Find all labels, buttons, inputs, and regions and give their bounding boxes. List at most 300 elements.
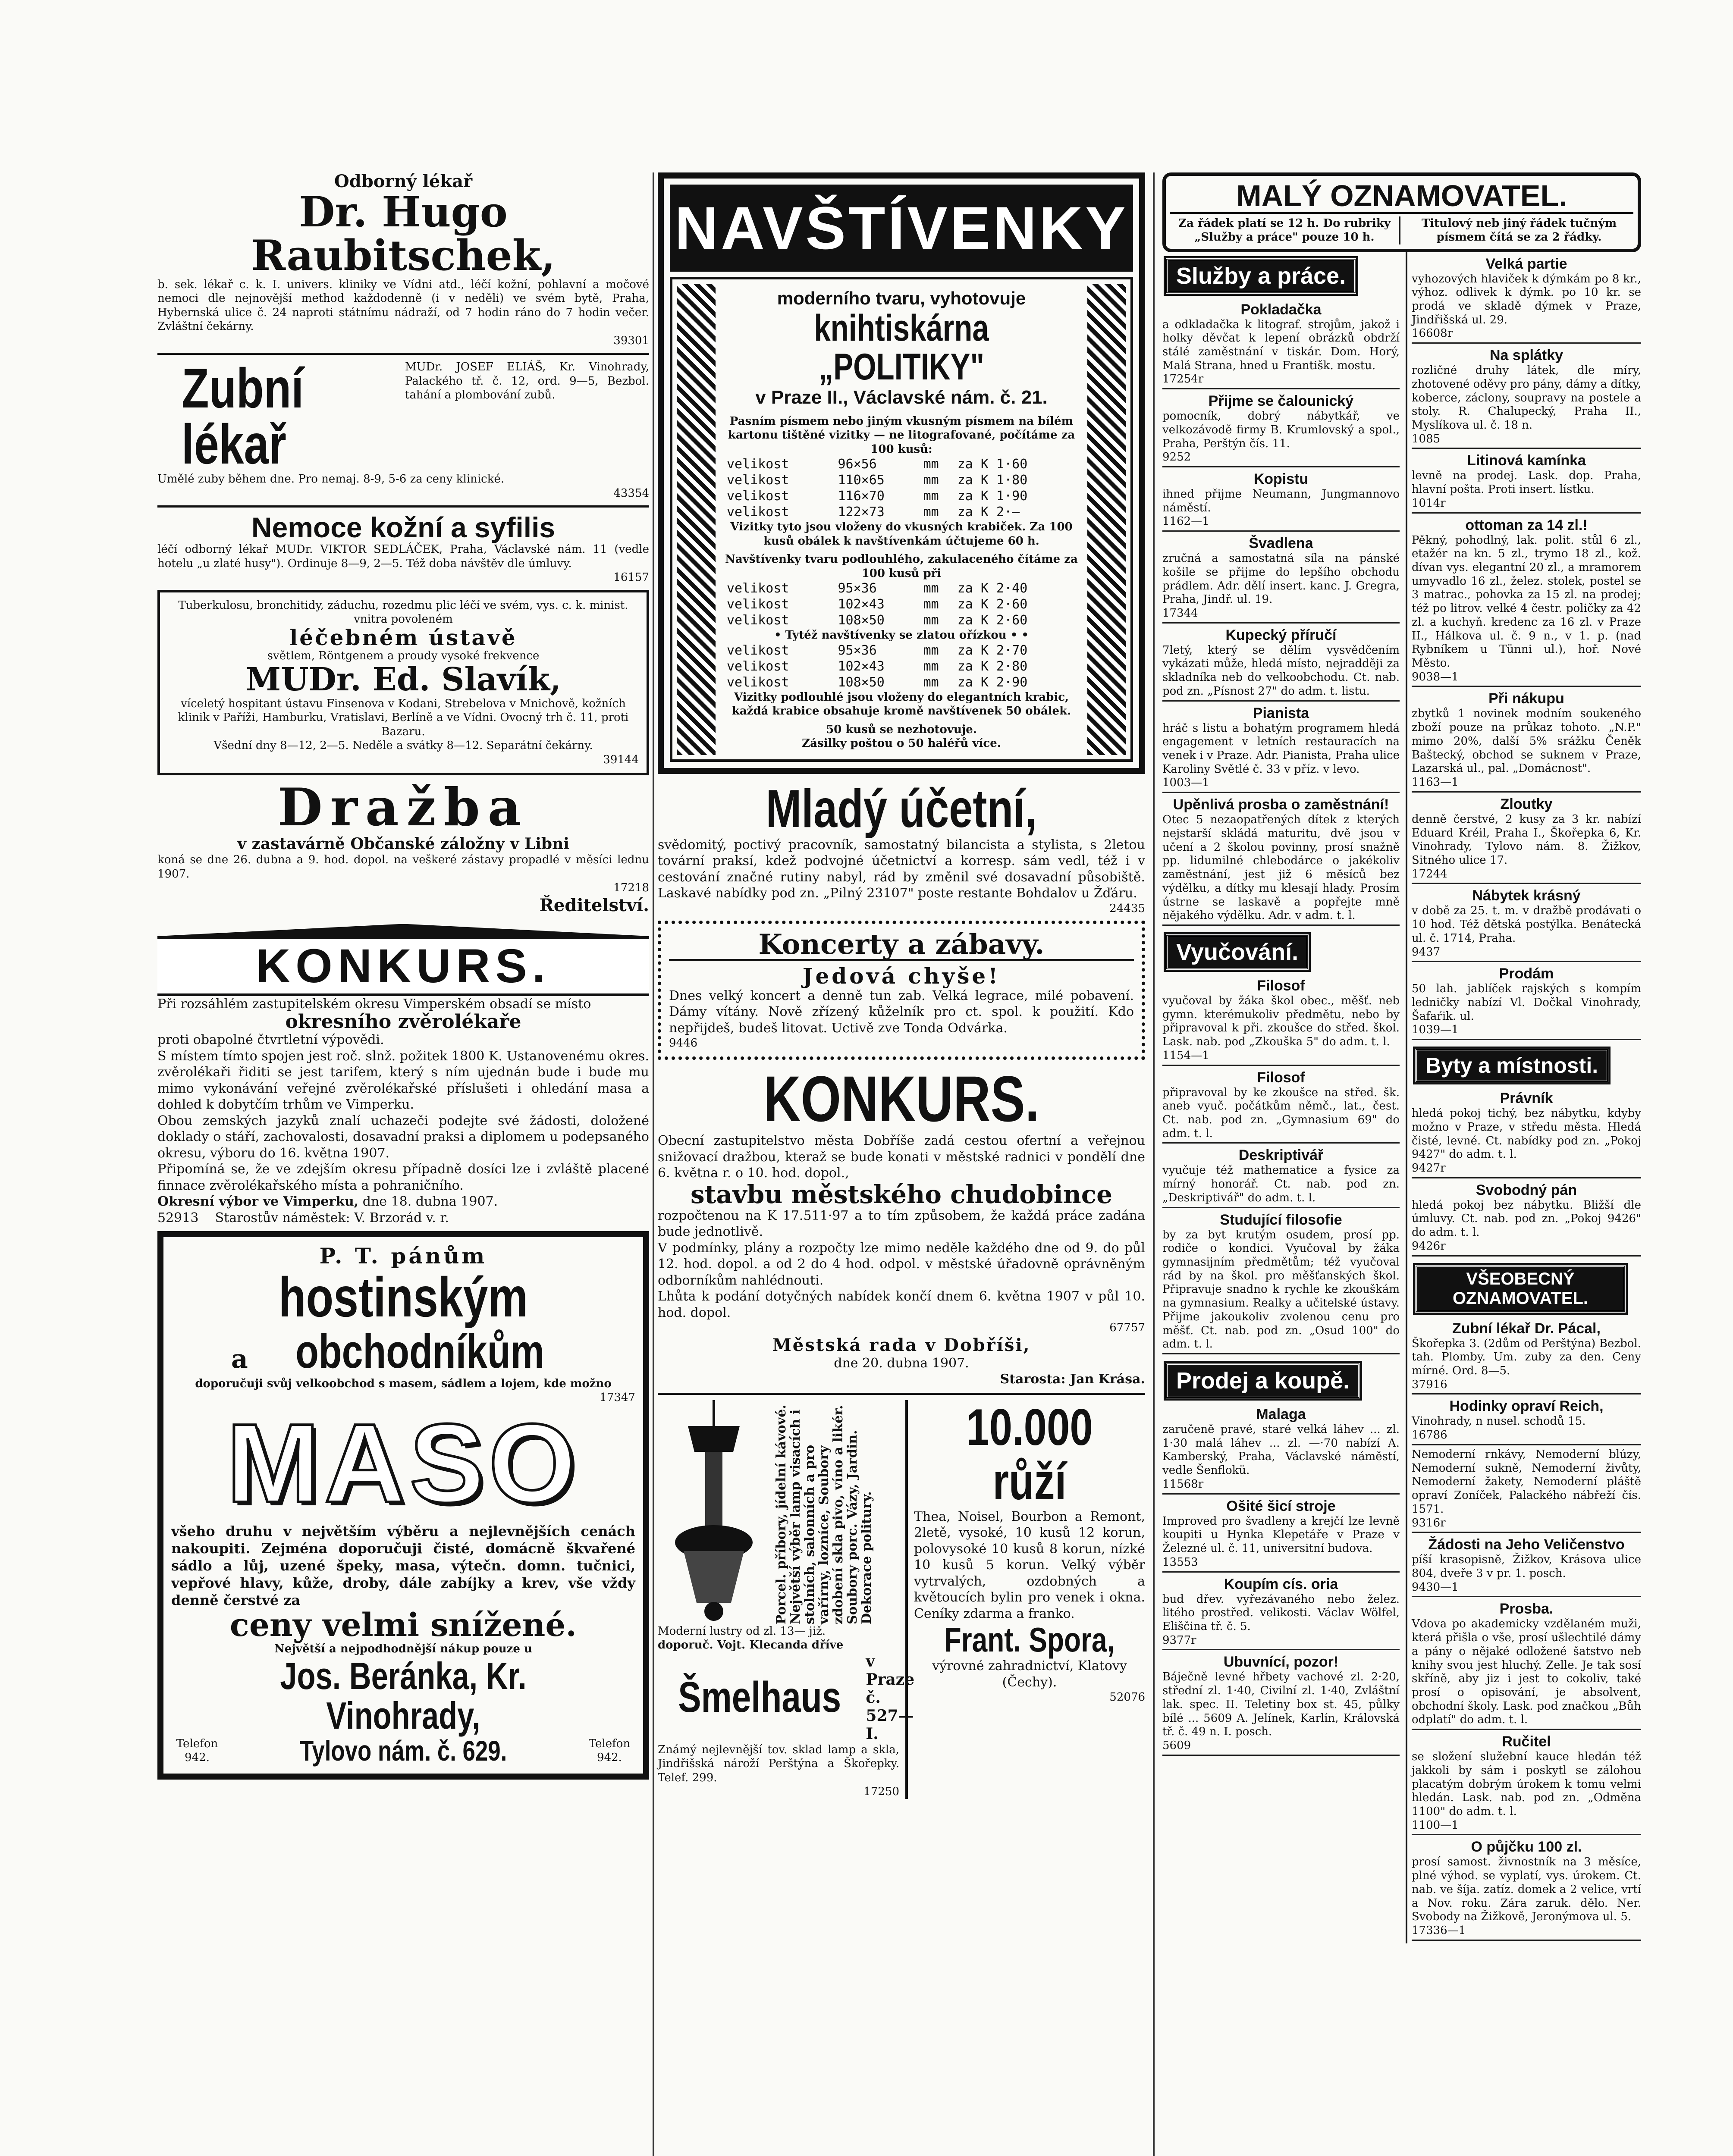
classified-ad-code: 37916 xyxy=(1412,1378,1447,1391)
ads-list-misc xyxy=(1412,256,1641,1040)
ad-bottom-row xyxy=(171,1736,635,1766)
ad-ucetni xyxy=(658,781,1145,916)
classified-ad-text: bud dřev. vyřezávaného nebo želez. litého prostřed. velikosti. Václav Wölfel, Eliščina tř. č. 5. xyxy=(1162,1592,1400,1633)
divider xyxy=(658,1393,1145,1395)
classified-ad-title: Ručitel xyxy=(1502,1733,1551,1750)
classified-ad-code: 1163—1 xyxy=(1412,776,1459,789)
ad-line2-a: a xyxy=(231,1344,248,1375)
ad-line2-wrap xyxy=(171,1326,635,1377)
ad-text: koná se dne 26. dubna a 9. hod. dopol. na veškeré zástavy propadlé v měsíci lednu 1907. xyxy=(157,853,649,881)
ad-text: víceletý hospitant ústavu Finsenova v Kodani, Strebelova v Mnichově, kožních klinik v Paříži, Hamburku, Vratislavi, Berlíně a ve Vídni. Ovocný trh č. 11, proti Bazaru. xyxy=(178,697,629,738)
ad-p2: rozpočtenou na K 17.511·97 a to tím způsobem, že každá práce zadána bude jednotlivě. xyxy=(658,1208,1145,1240)
ad-sign: Městská rada v Dobříši, xyxy=(772,1335,1031,1355)
price-cell-unit: mm xyxy=(923,457,939,472)
classified-ad-title: Filosof xyxy=(1257,1069,1305,1086)
classified-ad xyxy=(1412,256,1641,344)
classified-ad xyxy=(1412,1733,1641,1835)
classified-ad xyxy=(1162,535,1400,624)
classified-ad xyxy=(1162,1498,1400,1573)
classified-ad-title: Přijme se čalounický xyxy=(1208,393,1354,410)
price-cell-size: 116×70 xyxy=(838,489,885,504)
ad-methods: světlem, Röntgenem a proudy vysoké frekvence xyxy=(267,649,540,663)
classified-ad-title: Na splátky xyxy=(1489,347,1563,364)
ad-tel-left: Telefon 942. xyxy=(176,1737,218,1764)
header-notes xyxy=(1170,212,1633,244)
classified-ad-text: Pěkný, pohodlný, lak. polit. stůl 6 zl., etažér na kn. 5 zl., trymo 18 zl., kož. dívan vys. elegantní 20 zl., a mramorem umyvadlo 16 zl., želez. stolek, postel se 3 matrac., pohovka za 15 zl. na prodej; též po litrov. velké 4 čestr. poličky za 42 zl. a kuchyň. kredenc za 16 zl. v Praze II., Hálkova ul. č. 9 n., v 1. p. (nad Rybníkem u Tünni ul.), hoř. Nové Město. xyxy=(1412,533,1641,670)
ad-p4: Lhůta k podání dotyčných nabídek končí dnem 6. května 1907 v půl 10. hod. dopol. xyxy=(658,1289,1145,1320)
price-row xyxy=(724,488,1079,504)
price-cell-label: velikost xyxy=(727,613,789,628)
ad-drazba xyxy=(157,777,649,915)
classified-ad-code: 17254r xyxy=(1162,373,1204,386)
ad-maso xyxy=(157,1231,649,1780)
classified-ad-text: vyučuje též mathematice a fysice za mírný honorář. Ct. nab. pod zn. „Deskriptivář" do adm. t. l. xyxy=(1162,1164,1400,1204)
classified-ad-text: Nemoderní rnkávy, Nemoderní blúzy, Nemoderní sukně, Nemoderní živůty, Nemoderní žakety, Nemoderní pláště opraví Zoníček, Palackého nábřeží čís. 1571. xyxy=(1412,1448,1641,1516)
ad-nemoce xyxy=(157,513,649,585)
ad-kicker: Odborný lékař xyxy=(334,171,473,191)
price-cell-unit: mm xyxy=(923,597,939,612)
ad-text: Thea, Noisel, Bourbon a Remont, 2letě, vysoké, 10 kusů 12 korun, polovysoké 10 kusů 8 korun, nízké 10 kusů 5 korun. Velký výběr vytrvalých, ozdobných a květoucích bylin pro venek i okna. Ceníky zdarma a franko. xyxy=(914,1509,1145,1621)
ad-title: Koncerty a zábavy. xyxy=(669,930,1134,961)
ad-prices: ceny velmi snížené. xyxy=(229,1606,577,1644)
classified-ad-code: 9252 xyxy=(1162,451,1191,464)
ad-text: Umělé zuby během dne. Pro nemaj. 8-9, 5-6 za ceny klinické. xyxy=(157,473,505,486)
price-row xyxy=(724,580,1079,596)
classified-ad-title: Právník xyxy=(1500,1090,1553,1107)
classified-ad-text: pomocník, dobrý nábytkář, ve velkozávodě firmy B. Krumlovský a spol., Praha, Perštýn čís. 11. xyxy=(1162,410,1400,450)
classified-ad-code: 9377r xyxy=(1162,1633,1196,1647)
ad-ruze xyxy=(905,1400,1145,1799)
ads-list-byty xyxy=(1412,1090,1641,1256)
ad-code: 52076 xyxy=(1109,1691,1145,1704)
ad-doctor-name: MUDr. Ed. Slavík, xyxy=(245,661,561,698)
price-cell-size: 95×36 xyxy=(838,642,877,658)
ad-code: 43354 xyxy=(613,486,649,500)
classified-ad-code: 9430—1 xyxy=(1412,1580,1459,1594)
classified-ad xyxy=(1162,1406,1400,1495)
classified-ad-title: Prodám xyxy=(1499,965,1554,982)
ad-p3: V podmínky, plány a rozpočty lze mimo neděle každého dne od 9. do půl 12. hod. dopol. a od 2 do 4 hod. odpol. v městské úřadovně oprávněným odborníkům nahlédnouti. xyxy=(658,1240,1145,1288)
ad-code: 9446 xyxy=(669,1037,698,1050)
price-cell-label: velikost xyxy=(727,473,789,488)
classified-ad xyxy=(1162,1576,1400,1651)
section-badge-prodej: Prodej a koupě. xyxy=(1166,1363,1360,1398)
classified-ad-text: zručná a samostatná síla na pánské košile se přijme do lepšího obchodu prádlem. Adr. dělí insert. kanc. J. Gregra, Praha, Jindř. ul. 19. xyxy=(1162,552,1400,606)
ad-hours: Všední dny 8—12, 2—5. Neděle a svátky 8—12. Separátní čekárny. xyxy=(213,739,593,752)
classified-ad-text: by za byt krutým osudem, prosí pp. rodiče o kondici. Vyučoval by žáka gymnasijním předmětům; též vyučoval rád by na škol. pro měšťanských škol. Připravuje snadno k rychle ke zkouškám na gymnasium. Realky a učitelské ústavy. Přijme jakoukoliv zvolenou cenu pro měšť. Ct. nab. pod zn. „Osud 100" do adm. t. l. xyxy=(1162,1228,1400,1351)
price-row xyxy=(724,658,1079,674)
ad-code: 52913 xyxy=(157,1210,199,1225)
ad-position: okresního zvěrolékaře xyxy=(285,1011,521,1033)
price-row xyxy=(724,596,1079,612)
ad-p1: Pasním písmem nebo jiným vkusným písmem na bílém kartonu tištěné vizitky — ne litografované, počítáme za 100 kusů: xyxy=(728,414,1075,456)
ad-pt: P. T. pánům xyxy=(319,1243,487,1269)
price-table-3 xyxy=(724,642,1079,690)
classified-ad xyxy=(1162,796,1400,926)
ad-p1: doporučuji svůj velkoobchod s masem, sádlem a lojem, kde možno xyxy=(195,1377,612,1390)
ad-addr: v Praze č. 527—I. xyxy=(866,1652,915,1743)
classified-ad-code: 11568r xyxy=(1162,1477,1204,1491)
classified-ad xyxy=(1162,471,1400,532)
ad-subtitle: léčebném ústavě xyxy=(289,624,517,650)
ad-konkurs-vimperk xyxy=(157,924,649,1226)
classified-ad xyxy=(1162,1147,1400,1208)
ad-p4: Obou zemských jazyků znalí uchazeči podejte své žádosti, doložené doklady o stáří, zachovalosti, dosavadní praksi a diplomem u podepsaného okresu, výboru do 16. května 1907. xyxy=(157,1113,649,1161)
ad-title: KONKURS. xyxy=(157,936,649,996)
classified-ad-code: 9437 xyxy=(1412,945,1441,959)
ad-side-text: MUDr. JOSEF ELIÁŠ, Kr. Vinohrady, Palackého tř. č. 12, ord. 9—5, Bezbol. tahání a plombování zubů. xyxy=(405,360,649,402)
ad-text: b. sek. lékař c. k. I. univers. kliniky ve Vídni atd., léčí kožní, pohlavní a močové nemoci dle nejnovější method každodenně (i v neděli) ve svém bytě, Praha, Hybernská ulice č. 24 naproti státnímu nádraží, od 7 hodin ráno do 7 hodin večer. Zvláštní čekárny. xyxy=(157,278,649,333)
ad-p1: Obecní zastupitelstvo města Dobříše zadá cestou ofertní a veřejnou snižovací dražbou, kteraž se bude konati v městské radnici v pondělí dne 6. května r. o 10. hod. dopol., xyxy=(658,1133,1145,1181)
classified-ad-title: Prosba. xyxy=(1499,1601,1554,1617)
ad-p6: 50 kusů se nezhotovuje. xyxy=(826,723,977,736)
price-cell-unit: mm xyxy=(923,613,939,628)
ad-sign-2: Starostův náměstek: V. Brzorád v. r. xyxy=(215,1210,449,1225)
section-badge-vseob: VŠEOBECNÝ OZNAMOVATEL. xyxy=(1415,1265,1626,1313)
ornament-top xyxy=(157,924,649,936)
classified-ad-title: Velká partie xyxy=(1485,255,1567,272)
price-cell-label: velikost xyxy=(727,597,789,612)
classified-ad-text: a odkladačka k litograf. strojům, jakož i holky děvčat k lepení obrázků obdrží stálé zaměstnání v tiskár. Dom. Horý, Malá Strana, hned u Františk. mostu. xyxy=(1162,318,1400,372)
classified-ad xyxy=(1412,452,1641,513)
ad-code: 17218 xyxy=(613,881,649,895)
column-right xyxy=(1162,172,1641,1943)
ad-p5: Vizitky podlouhlé jsou vloženy do elegantních krabic, každá krabice obsahuje kromě navštívenek 50 obálek. xyxy=(732,690,1071,718)
price-cell-size: 95×36 xyxy=(838,581,877,596)
classified-ad-text: Improved pro švadleny a krejčí lze levně koupiti u Hynka Klepetáře v Praze v Železné ul. č. 11, universitní budova. xyxy=(1162,1514,1400,1555)
price-row xyxy=(724,642,1079,658)
price-cell-price: za K 2·60 xyxy=(957,597,1028,612)
price-cell-size: 96×56 xyxy=(838,457,877,472)
price-cell-size: 122×73 xyxy=(838,505,885,520)
ad-sign-line xyxy=(157,1194,649,1210)
ad-firm: knihtiskárna „POLITIKY" xyxy=(814,307,989,388)
price-cell-size: 102×43 xyxy=(838,658,885,674)
ad-title: Zubní lékař xyxy=(182,357,304,476)
ad-text: Dnes velký koncert a denně tun zab. Velká legrace, milé pobavení. Dámy vítány. Nově zřízený kůželník pro ct. spol. k použití. Kdo nepřijdeš, budeš litovat. Uctivě zve Tonda Odvárka. xyxy=(669,988,1134,1036)
classified-ad xyxy=(1412,796,1641,884)
ad-firm: Frant. Spora, xyxy=(944,1620,1115,1659)
ad-p4: • Tytéž navštívenky se zlatou ořízkou • • xyxy=(774,629,1029,642)
classified-ad-text: prosí samost. živnostník na 3 měsíce, plné výhod. se vyplatí, vys. úrokem. Ct. nab. ve šíja. zatíz. domek a 2 velice, vrtí a Nov. roku. Zára zaruk. dělo. Ner. Svobody na Žižkově, Jeronýmova ul. 5. xyxy=(1412,1855,1641,1924)
ad-date: dne 20. dubna 1907. xyxy=(834,1355,969,1371)
price-cell-label: velikost xyxy=(727,457,789,472)
ad-code: 24435 xyxy=(1109,902,1145,915)
classified-ad-text: ihned přijme Neumann, Jungmannovo náměstí. xyxy=(1162,487,1400,514)
ad-caption: Moderní lustry od zl. 13— již. xyxy=(658,1624,826,1638)
classified-ad-title: Pokladačka xyxy=(1240,301,1322,318)
ad-title: KONKURS. xyxy=(763,1062,1040,1135)
classified-ad xyxy=(1412,1839,1641,1940)
ads-list-vyucovani xyxy=(1162,978,1400,1354)
classified-ad-text: 7letý, který se dělím vysvědčením vykázati může, hledá místo, nejradději za skladníka neb do velkoobchodu. Ct. nab. pod zn. „Písnost 27" do adm. t. listu. xyxy=(1162,643,1400,698)
ad-doctor-name: Dr. Hugo Raubitschek, xyxy=(251,188,556,280)
ad-title: 10.000 růží xyxy=(966,1398,1093,1510)
ad-sign-line-2 xyxy=(157,1210,649,1226)
price-row xyxy=(724,674,1079,690)
ad-slavik xyxy=(157,590,649,775)
ad-maso-word: MASO xyxy=(226,1401,580,1526)
ad-code: 39144 xyxy=(603,753,639,766)
price-cell-unit: mm xyxy=(923,674,939,690)
classified-ad-code: 1039—1 xyxy=(1412,1023,1459,1037)
header-note-left: Za řádek platí se 12 h. Do rubriky „Služby a práce" pouze 10 h. xyxy=(1170,216,1400,244)
classified-ad xyxy=(1412,1601,1641,1730)
classified-ad-text: píší krasopisně, Žižkov, Krásova ulice 804, dveře 3 v pr. 1. posch. xyxy=(1412,1553,1641,1580)
classified-ad-text: se složení služební kauce hledán též jakkoli by sám i poskytl se zálohou placatým dobrým úrokem k tomu velmi hledán. Lask. nab. pod zn. „Odměna 1100" do adm. t. l. xyxy=(1412,1750,1641,1818)
ad-text: Známý nejlevnější tov. sklad lamp a skla, Jindřišská nároží Perštýna a Škořepky. Telef. 299. xyxy=(658,1743,899,1784)
ad-koncerty xyxy=(658,921,1145,1060)
ad-code: 17347 xyxy=(600,1391,635,1404)
classified-ad-text: Vdova po akademicky vzdělaném muži, která přišla o vše, prosí ušlechtilé dámy a pány o nějaké odložené šatstvo neb knihy svou jest hluchý. Zelle. Je tak sosí skříně, aby jiz i jest to cokoliv, také prosí o opisování, je absolvent, obchodní školy. Lask. pod značkou „Bůh odplatí" do adm. t. l. xyxy=(1412,1617,1641,1727)
classified-ad-text: 50 lah. jablíček rajských s kompím ledničky nabízí Vl. Dočkal Vinohrady, Šafaŕik. ul. xyxy=(1412,982,1641,1023)
classified-ad-code: 5609 xyxy=(1162,1739,1191,1752)
maly-oznamovatel-header xyxy=(1162,172,1641,252)
classified-ad-text: v době za 25. t. m. v dražbě prodávati o 10 hod. Též dětská postýlka. Benátecká ul. č. 1714, Praha. xyxy=(1412,904,1641,945)
ad-sign-date: dne 18. dubna 1907. xyxy=(362,1194,498,1210)
price-table-1 xyxy=(724,456,1079,520)
classified-ad-title: Hodinky opraví Reich, xyxy=(1449,1398,1604,1415)
price-cell-unit: mm xyxy=(923,642,939,658)
column-rule-1 xyxy=(653,172,654,2156)
price-cell-price: za K 2·70 xyxy=(957,642,1028,658)
ad-title: Mladý účetní, xyxy=(766,779,1037,839)
price-row xyxy=(724,456,1079,472)
price-cell-price: za K 2·60 xyxy=(957,613,1028,628)
ad-signature: Ředitelství. xyxy=(539,895,649,915)
classified-ad-title: Ošité šicí stroje xyxy=(1226,1498,1336,1514)
classified-ad xyxy=(1412,1182,1641,1257)
price-cell-unit: mm xyxy=(923,505,939,520)
classified-ad-text: levně na prodej. Lask. dop. Praha, hlavní pošta. Proti insert. lístku. xyxy=(1412,469,1641,496)
classified-ad-code: 17336—1 xyxy=(1412,1924,1466,1937)
ad-text: svědomitý, poctivý pracovník, samostatný bilancista a stylista, s 2letou tovární praksí, kdež podvojné účetnictví a korresp. sám vedl, též i v cestování značné rutiny nabyl, rád by změnil své dosavadní působiště. Laskavé nabídky pod zn. „Pilný 23107" poste restante Bohdalov u Žďáru. xyxy=(658,837,1145,901)
price-cell-price: za K 1·80 xyxy=(957,473,1028,488)
ad-p3: Navštívenky tvaru podlouhlého, zakulaceného čítáme za 100 kusů při xyxy=(725,553,1078,580)
classified-ad-code: 1154—1 xyxy=(1162,1049,1209,1062)
classified-ad-text: Otec 5 nezaopatřených dítek z kterých nejstarší skládá maturitu, dvě jsou v učení a 2 školou povinny, prosí snažně pp. lidumilné chlebodárce o jakékoliv zaměstnání, jest již 6 měsíců bez výdělku, a dítky mu klesají hlady. Prosím ústrne se laskavě a popřejte mně nějakého výdělku. Adr. v adm. t. l. xyxy=(1162,813,1400,922)
ad-subtitle: Jedová chyše! xyxy=(802,963,1001,989)
ad-addr: v Praze II., Václavské nám. č. 21. xyxy=(755,386,1048,408)
divider xyxy=(157,353,649,355)
ad-line2: obchodníkům xyxy=(295,1325,545,1379)
price-cell-size: 110×65 xyxy=(838,473,885,488)
price-cell-unit: mm xyxy=(923,473,939,488)
ad-navstivenky xyxy=(658,172,1145,774)
ad-p2: Vizitky tyto jsou vloženy do vkusných krabiček. Za 100 kusů obálek k navštívenkám účtujeme 60 h. xyxy=(730,520,1073,548)
classified-ad-title: Zloutky xyxy=(1500,796,1553,812)
ad-sign-left: Okresní výbor ve Vimperku, xyxy=(157,1194,359,1210)
classified-ad xyxy=(1162,978,1400,1066)
ad-line1: hostinským xyxy=(279,1265,528,1329)
classified-ad-text: Škořepka 3. (2dům od Perštýna) Bezbol. tah. Plomby. Um. zuby za den. Ceny mírné. Ord. 8—5. xyxy=(1412,1337,1641,1378)
classified-ad-code: 1100—1 xyxy=(1412,1818,1459,1832)
price-cell-price: za K 2·80 xyxy=(957,658,1028,674)
classified-ad-title: Pianista xyxy=(1253,705,1309,721)
classified-ad-text: hledá pokoj bez nábytku. Bližší dle úmluvy. Ct. nab. pod zn. „Pokoj 9426" do adm. t. l. xyxy=(1412,1198,1641,1239)
classified-ad-text: Vinohrady, n nusel. schodů 15. xyxy=(1412,1415,1586,1428)
classified-ad-text: zbytků 1 novinek modním soukeného zboží pouze na průkaz tohoto. „N.P." mimo 20%, další 5% srážku Čeněk Baštecký, obchod se suknem v Praze, Lazarská ul., pal. „Domácnost". xyxy=(1412,707,1641,775)
ad-code: 67757 xyxy=(1109,1321,1145,1335)
ad-intro: Tuberkulosu, bronchitidy, záduchu, rozedmu plic léčí ve svém, vys. c. k. minist. vnitra povoleném xyxy=(178,599,628,626)
ad-p2: všeho druhu v největším výběru a nejlevnějších cenách nakoupiti. Zejména doporučuji čisté, domácně škvařené sádlo a lůj, uzené špeky, masa, výtečn. domn. tučnici, vepřové hlavy, kůže, droby, dále zabíjky a krev, vše vždy denně čerstvé za xyxy=(171,1523,635,1608)
classified-ad-code: 1003—1 xyxy=(1162,776,1209,790)
classified-ad-text: hledá pokoj tichý, bez nábytku, kdyby možno v Praze, v středu města. Hledá čisté, levné. Ct. nabídky pod zn. „Pokoj 9427" do adm. t. l. xyxy=(1412,1107,1641,1161)
classified-ad-title: Litinová kamínka xyxy=(1467,452,1586,469)
price-row xyxy=(724,504,1079,520)
classified-ad xyxy=(1412,690,1641,792)
classified-ad-code: 9426r xyxy=(1412,1239,1446,1253)
small-ads-right xyxy=(1406,252,1641,1943)
price-cell-size: 108×50 xyxy=(838,674,885,690)
ad-mayor: Starosta: Jan Krása. xyxy=(1000,1372,1145,1387)
ad-smelhaus-top xyxy=(658,1400,899,1624)
classified-ad xyxy=(1162,627,1400,702)
ad-object: stavbu městského chudobince xyxy=(690,1179,1112,1209)
classified-ad-code: 13553 xyxy=(1162,1555,1198,1569)
classified-ad xyxy=(1162,1069,1400,1144)
classified-ad-title: Malaga xyxy=(1256,1406,1306,1423)
classified-ad xyxy=(1412,347,1641,449)
ad-title: NAVŠTÍVENKY xyxy=(670,185,1133,272)
classified-ad-text: rozličné druhy látek, dle míry, zhotovené oděvy pro pány, dámy a dítky, koberce, záclony, soupravy na postele a stoly. R. Chalupecký, Praha II., Myslíkova ul. č. 18 n. xyxy=(1412,364,1641,432)
classified-ad-code: 1162—1 xyxy=(1162,515,1209,528)
price-cell-price: za K 2·— xyxy=(957,505,1020,520)
ad-title: Dražba xyxy=(277,777,529,838)
price-cell-unit: mm xyxy=(923,658,939,674)
classified-ad-code: 17244 xyxy=(1412,867,1447,881)
price-cell-price: za K 2·40 xyxy=(957,581,1028,596)
classified-ad-text: Báječně levné hřbety vachové zl. 2·20, střední zl. 1·40, Civilní zl. 1·40, Zvláštní lak. spec. II. Teletiny box st. 45, půlky bílé ... 5609 A. Jelínek, Karlín, Královská tř. č. 49 n. I. posch. xyxy=(1162,1670,1400,1739)
classified-ad-text: připravoval by ke zkoušce na střed. šk. aneb vyuč. počátkům němč., lat., čest. Ct. nab. pod zn. „Gymnasium 69" do adm. t. l. xyxy=(1162,1086,1400,1140)
classified-ad xyxy=(1412,965,1641,1040)
classified-ad-title: Švadlena xyxy=(1249,535,1313,552)
classified-ad-text: vyučoval by žáka škol obec., měšť. neb gymn. kterémukoliv předmětu, nebo by připravoval k při. zkoušce do střed. škol. Lask. nab. pod „Zkouška 5" do adm. t. l. xyxy=(1162,994,1400,1049)
ad-firm: Šmelhaus xyxy=(678,1673,841,1722)
ad-sub: výrovné zahradnictví, Klatovy (Čechy). xyxy=(932,1658,1127,1690)
price-cell-unit: mm xyxy=(923,581,939,596)
price-cell-label: velikost xyxy=(727,489,789,504)
classified-ad xyxy=(1162,393,1400,467)
price-row xyxy=(724,612,1079,628)
ad-inner xyxy=(670,277,1133,762)
price-cell-size: 102×43 xyxy=(838,597,885,612)
ad-firm-row xyxy=(658,1652,915,1743)
price-cell-unit: mm xyxy=(923,489,939,504)
divider xyxy=(157,505,649,508)
classified-ad-title: O půjčku 100 zl. xyxy=(1471,1839,1582,1855)
price-cell-label: velikost xyxy=(727,642,789,658)
classified-ad-text: zaručeně pravé, staré velká láhev ... zl. 1·30 malá láhev ... zl. —·70 nabízí A. Kamberský, Praha, Václavské náměstí, vedle Šenflokü. xyxy=(1162,1423,1400,1477)
classified-ad xyxy=(1412,1320,1641,1395)
hanging-lamp-illustration xyxy=(658,1400,770,1624)
classified-ad-code: 9316r xyxy=(1412,1516,1446,1529)
ad-code: 39301 xyxy=(613,334,649,347)
ad-prefix: doporuč. Vojt. Klecanda dříve xyxy=(658,1639,844,1652)
classified-ad xyxy=(1162,705,1400,793)
classified-ad-title: Studující filosofie xyxy=(1220,1211,1342,1228)
classified-ad xyxy=(1412,1448,1641,1533)
classified-ad-code: 9427r xyxy=(1412,1162,1446,1175)
classified-ad-text: vyhozových hlaviček k dýmkám po 8 kr., výhoz. odlivek k dýmk. po 10 kr. se prodá ve skladě dýmek v Praze, Jindřišská ul. 29. xyxy=(1412,272,1641,326)
ads-list-prodej xyxy=(1162,1406,1400,1756)
classified-ad-code: 16608r xyxy=(1412,327,1453,340)
price-table-2 xyxy=(724,580,1079,628)
classified-ad-title: Kupecký příručí xyxy=(1225,627,1337,643)
classified-ad-title: Deskriptivář xyxy=(1238,1147,1324,1164)
section-title: MALÝ OZNAMOVATEL. xyxy=(1236,179,1567,213)
section-badge-byty: Byty a místnosti. xyxy=(1415,1049,1608,1082)
classified-ad-title: Upěnlivá prosba o zaměstnání! xyxy=(1173,796,1389,813)
classified-ad-title: Při nákupu xyxy=(1488,690,1564,707)
small-ads-left xyxy=(1162,252,1400,1943)
ad-p3: S místem tímto spojen jest roč. slnž. požitek 1800 K. Ustanovenému okres. zvěrolékaři řiditi se jest tarifem, který s ním ujednán bude i bude mu mimo vykonávání veřejné zvěrolékařské příslušeti i ohledání masa a dohled k dobytčím trhům ve Vimperku. xyxy=(157,1048,649,1112)
ad-tel-right: Telefon 942. xyxy=(588,1737,631,1764)
ad-vertical-text: Porcel. příbory, jídelní kávové. Největší výběr lamp visacích i stolních, salonních a pro vařírny, lozníce, Soubory zdobení skla pivo, víno a likér. Soubory porc. Vázy, Jardin. Dekorace politury. xyxy=(774,1404,874,1624)
classified-ad xyxy=(1412,887,1641,962)
ad-p7: Zásilky poštou o 50 haléřů více. xyxy=(802,737,1001,750)
section-badge-sluzby: Služby a práce. xyxy=(1166,258,1356,294)
price-cell-label: velikost xyxy=(727,658,789,674)
ad-line1: moderního tvaru, vyhotovuje xyxy=(777,288,1026,308)
price-cell-price: za K 2·90 xyxy=(957,674,1028,690)
classified-ad-text: hráč s listu a bohatým programem hledá engagement v letních restauracích na venek i v Praze. Adr. Pianista, Praha ulice Karoliny Světlé č. 33 v příz. v levo. xyxy=(1162,721,1400,776)
classified-ad-title: Žádosti na Jeho Veličenstvo xyxy=(1428,1536,1625,1553)
ad-addr: Tylovo nám. č. 629. xyxy=(299,1734,507,1767)
ad-smelhaus xyxy=(658,1400,915,1799)
ad-code: 16157 xyxy=(613,571,649,584)
classified-ad-code: 1085 xyxy=(1412,432,1441,445)
classified-ad-code: 16786 xyxy=(1412,1429,1447,1442)
classified-ad-title: ottoman za 14 zl.! xyxy=(1465,517,1588,533)
ornament-right xyxy=(1087,284,1126,755)
classified-ad xyxy=(1162,1654,1400,1755)
classified-ad-title: Svobodný pán xyxy=(1476,1181,1577,1198)
classified-ad xyxy=(1412,517,1641,687)
classified-ad-title: Kopistu xyxy=(1253,470,1309,487)
ad-code: 17250 xyxy=(863,1785,899,1799)
ad-p5: Připomíná se, že ve zdejším okresu případně dosíci lze i zvláště placené finnace zvěrolékařského místa a pohraničního. xyxy=(157,1162,649,1193)
price-cell-size: 108×50 xyxy=(838,613,885,628)
ads-list-sluzby xyxy=(1162,301,1400,926)
column-rule-2 xyxy=(1153,172,1155,2156)
classified-ad xyxy=(1412,1536,1641,1597)
price-cell-label: velikost xyxy=(727,581,789,596)
classified-ad-title: Nábytek krásný xyxy=(1472,887,1581,904)
ad-subtitle: v zastavárně Občanské záložny v Libni xyxy=(237,835,569,853)
price-cell-price: za K 1·60 xyxy=(957,457,1028,472)
classified-ad-title: Ubuvnící, pozor! xyxy=(1223,1654,1339,1670)
ad-konkurs-dobris xyxy=(658,1062,1145,1388)
small-ads-grid xyxy=(1162,252,1641,1943)
classified-ad xyxy=(1162,301,1400,390)
column-left xyxy=(157,172,649,1785)
ad-p1: Při rozsáhlém zastupitelském okresu Vimperském obsadí se místo xyxy=(157,996,591,1012)
section-badge-vyucovani: Vyučování. xyxy=(1166,934,1309,970)
price-cell-label: velikost xyxy=(727,674,789,690)
classified-ad xyxy=(1412,1398,1641,1445)
ads-bottom-row xyxy=(658,1400,1145,1799)
ad-firm: Jos. Beránka, Kr. Vinohrady, xyxy=(280,1654,527,1737)
ornament-left xyxy=(677,284,716,755)
price-row xyxy=(724,472,1079,488)
ad-zubni-lekar xyxy=(157,357,649,476)
classified-ad-code: 1014r xyxy=(1412,496,1446,510)
header-note-right: Titulový neb jiný řádek tučným písmem čítá se za 2 řádky. xyxy=(1421,216,1617,244)
ad-title: Nemoce kožní a syfilis xyxy=(251,511,556,544)
column-middle xyxy=(658,172,1145,1799)
classified-ad-code: 9038—1 xyxy=(1412,670,1459,683)
